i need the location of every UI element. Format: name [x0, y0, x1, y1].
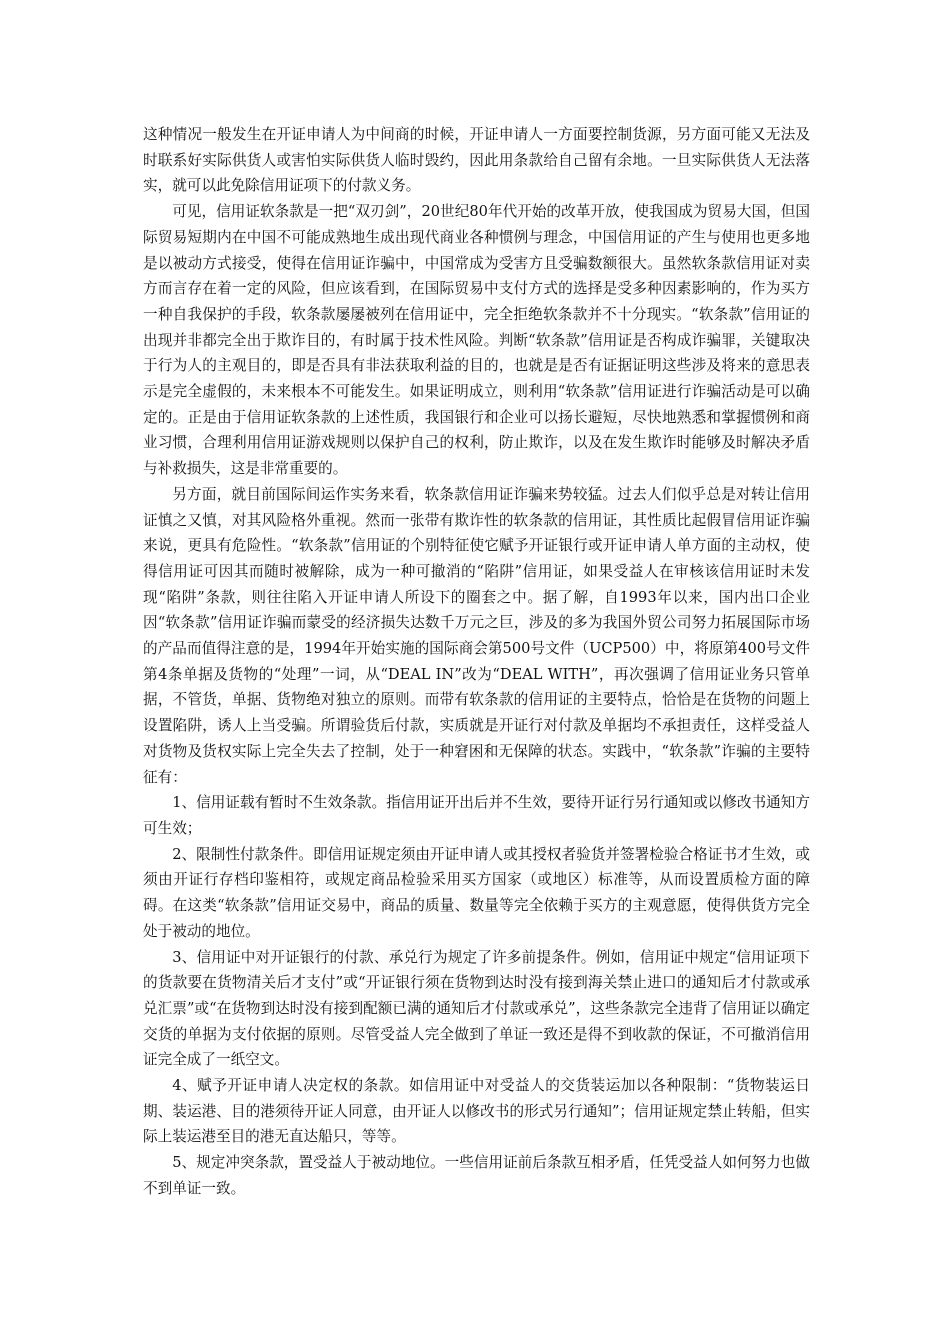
document-body	[143, 122, 810, 1202]
paragraph-2: 可见，信用证软条款是一把“双刃剑”，20世纪80年代开始的改革开放，使我国成为贸易大国，但国际贸易短期内在中国不可能成熟地生成出现代商业各种惯例与理念，中国信用证的产生与使用也更多地是以被动方式接受，使得在信用证诈骗中，中国常成为受害方且受骗数额很大。虽然软条款信用证对卖方而言存在着一定的风险，但应该看到，在国际贸易中支付方式的选择是受多种因素影响的，作为买方一种自我保护的手段，软条款屡屡被列在信用证中，完全拒绝软条款并不十分现实。“软条款”信用证的出现并非都完全出于欺诈目的，有时属于技术性风险。判断“软条款”信用证是否构成诈骗罪，关键取决于行为人的主观目的，即是否具有非法获取利益的目的，也就是是否有证据证明这些涉及将来的意思表示是完全虚假的，未来根本不可能发生。如果证明成立，则利用“软条款”信用证进行诈骗活动是可以确定的。正是由于信用证软条款的上述性质，我国银行和企业可以扬长避短，尽快地熟悉和掌握惯例和商业习惯，合理利用信用证游戏规则以保护自己的权利，防止欺诈，以及在发生欺诈时能够及时解决矛盾与补救损失，这是非常重要的。	[143, 203, 810, 478]
list-item-3: 3、信用证中对开证银行的付款、承兑行为规定了许多前提条件。例如，信用证中规定“信用证项下的货款要在货物清关后才支付”或“开证银行须在货物到达时没有接到海关禁止进口的通知后才付款或承兑汇票”或“在货物到达时没有接到配额已满的通知后才付款或承兑”，这些条款完全违背了信用证以确定交货的单据为支付依据的原则。尽管受益人完全做到了单证一致还是得不到收款的保证，不可撤消信用证完全成了一纸空文。	[143, 948, 810, 1069]
paragraph-1: 这种情况一般发生在开证申请人为中间商的时候，开证申请人一方面要控制货源，另方面可能又无法及时联系好实际供货人或害怕实际供货人临时毁约，因此用条款给自己留有余地。一旦实际供货人无法落实，就可以此免除信用证项下的付款义务。	[143, 126, 810, 195]
list-item-2: 2、限制性付款条件。即信用证规定须由开证申请人或其授权者验货并签署检验合格证书才生效，或须由开证行存档印鉴相符，或规定商品检验采用买方国家（或地区）标准等，从而设置质检方面的障碍。在这类“软条款”信用证交易中，商品的质量、数量等完全依赖于买方的主观意愿，使得供货方完全处于被动的地位。	[143, 845, 810, 940]
list-item-5: 5、规定冲突条款，置受益人于被动地位。一些信用证前后条款互相矛盾，任凭受益人如何努力也做不到单证一致。	[143, 1154, 810, 1197]
list-item-4: 4、赋予开证申请人决定权的条款。如信用证中对受益人的交货装运加以各种限制：“货物装运日期、装运港、目的港须待开证人同意，由开证人以修改书的形式另行通知”；信用证规定禁止转船，但实际上装运港至目的港无直达船只，等等。	[143, 1077, 810, 1146]
list-item-1: 1、信用证载有暂时不生效条款。指信用证开出后并不生效，要待开证行另行通知或以修改书通知方可生效；	[143, 794, 810, 837]
paragraph-3: 另方面，就目前国际间运作实务来看，软条款信用证诈骗来势较猛。过去人们似乎总是对转让信用证慎之又慎，对其风险格外重视。然而一张带有欺诈性的软条款的信用证，其性质比起假冒信用证诈骗来说，更具有危险性。“软条款”信用证的个别特征使它赋予开证银行或开证申请人单方面的主动权，使得信用证可因其而随时被解除，成为一种可撤消的“陷阱”信用证，如果受益人在审核该信用证时未发现“陷阱”条款，则往往陷入开证申请人所设下的圈套之中。据了解，自1993年以来，国内出口企业因“软条款”信用证诈骗而蒙受的经济损失达数千万元之巨，涉及的多为我国外贸公司努力拓展国际市场的产品而值得注意的是，1994年开始实施的国际商会第500号文件（UCP500）中，将原第400号文件第4条单据及货物的“处理”一词，从“DEAL IN”改为“DEAL WITH”，再次强调了信用证业务只管单据，不管货，单据、货物绝对独立的原则。而带有软条款的信用证的主要特点，恰恰是在货物的问题上设置陷阱，诱人上当受骗。所谓验货后付款，实质就是开证行对付款及单据均不承担责任，这样受益人对货物及货权实际上完全失去了控制，处于一种窘困和无保障的状态。实践中，“软条款”诈骗的主要特征有：	[143, 485, 810, 786]
